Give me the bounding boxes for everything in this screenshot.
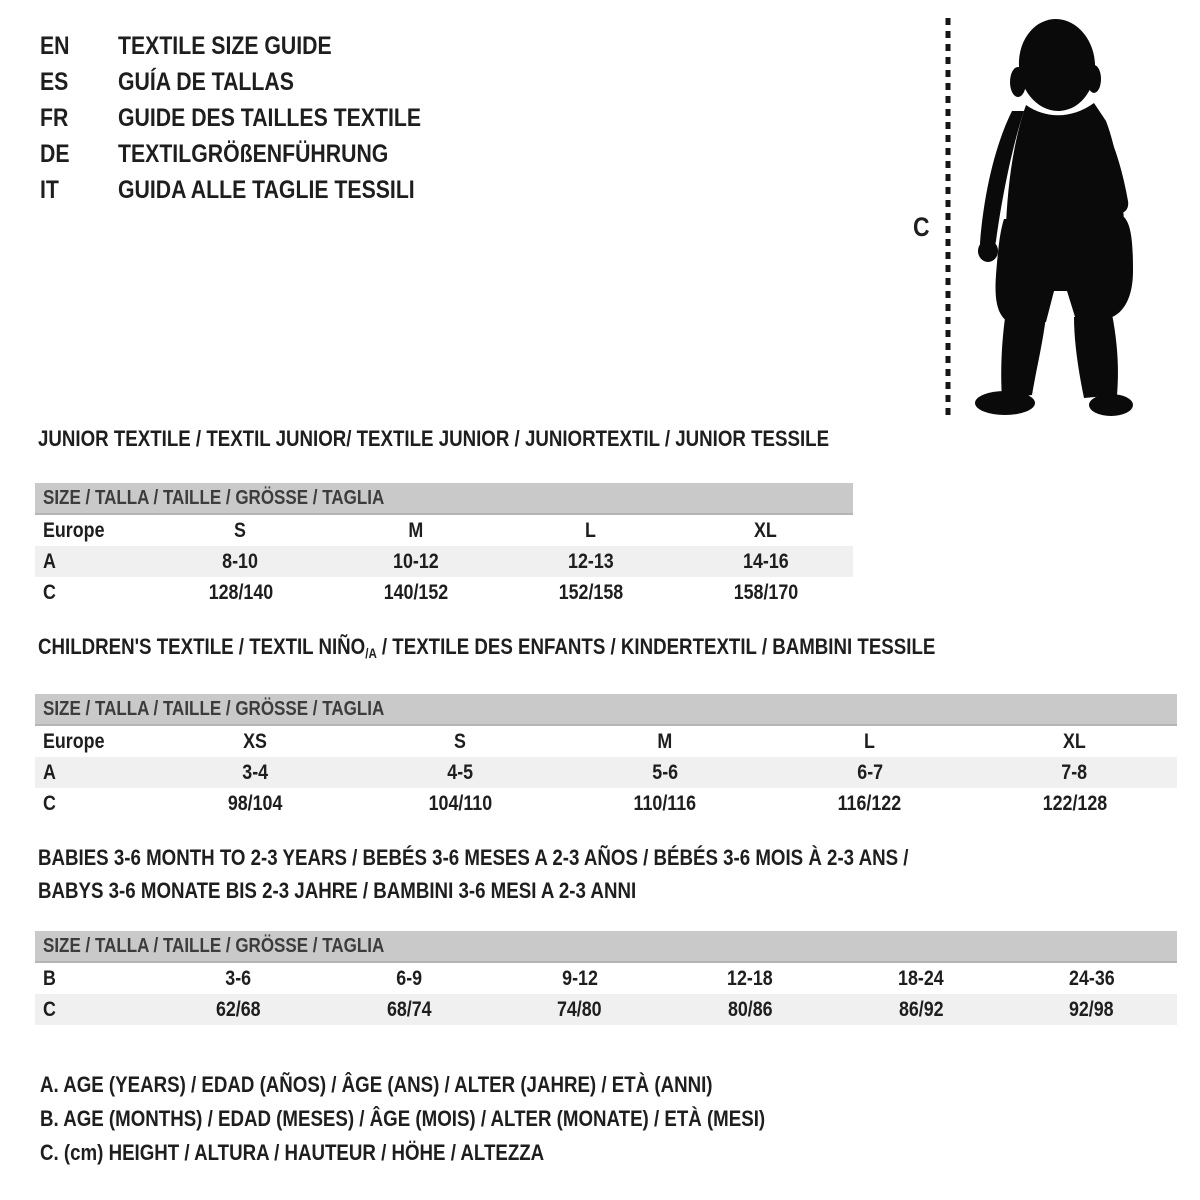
- cell: 14-16: [742, 549, 789, 573]
- babies-size-header-bar: [35, 931, 1177, 963]
- lang-row-de: [40, 136, 475, 172]
- children-table: [35, 694, 1177, 819]
- cell: 6-7: [856, 760, 883, 784]
- table-row: [35, 726, 1177, 757]
- row-label: Europe: [43, 518, 105, 542]
- children-size-header-label: SIZE / TALLA / TAILLE / GRÖSSE / TAGLIA: [43, 697, 385, 720]
- section-childrens-textile: [35, 636, 1177, 819]
- cell: L: [864, 729, 876, 753]
- cell: 116/122: [838, 791, 902, 815]
- cell: 9-12: [561, 966, 598, 990]
- row-label: A: [43, 760, 56, 784]
- height-figure: [905, 12, 1165, 427]
- cell: 3-4: [242, 760, 269, 784]
- lang-row-en: [40, 28, 475, 64]
- cell: 62/68: [215, 997, 261, 1021]
- cell: 3-6: [225, 966, 252, 990]
- lang-code-fr: FR: [40, 103, 69, 132]
- babies-title-line1: BABIES 3-6 MONTH TO 2-3 YEARS / BEBÉS 3-6 MESES A 2-3 AÑOS / BÉBÉS 3-6 MOIS À 2-3 ANS /: [38, 845, 909, 870]
- junior-size-header-label: SIZE / TALLA / TAILLE / GRÖSSE / TAGLIA: [43, 486, 385, 509]
- lang-title-en: TEXTILE SIZE GUIDE: [118, 31, 332, 60]
- cell: M: [408, 518, 423, 542]
- section-junior-textile: [35, 428, 853, 608]
- cell: S: [454, 729, 467, 753]
- cell: 5-6: [652, 760, 678, 784]
- cell: 98/104: [228, 791, 283, 815]
- height-measure-label: C: [913, 212, 930, 242]
- babies-section-title: [38, 841, 1174, 907]
- cell: 86/92: [898, 997, 944, 1021]
- cell: 12-18: [727, 966, 774, 990]
- height-measure-line: [945, 18, 951, 418]
- row-label: C: [43, 580, 56, 604]
- cell: 122/128: [1042, 791, 1107, 815]
- cell: 158/170: [733, 580, 798, 604]
- row-label: C: [43, 997, 56, 1021]
- cell: 128/140: [208, 580, 273, 604]
- lang-row-es: [40, 64, 475, 100]
- row-label: A: [43, 549, 56, 573]
- toddler-silhouette-icon: [972, 19, 1133, 417]
- language-header: [40, 28, 475, 208]
- cell: 92/98: [1069, 997, 1115, 1021]
- children-size-header-bar: [35, 694, 1177, 726]
- children-section-title: CHILDREN'S TEXTILE / TEXTIL NIÑO/A / TEXTILE DES ENFANTS / KINDERTEXTIL / BAMBINI TESSILE: [38, 634, 936, 661]
- row-label: Europe: [43, 729, 105, 753]
- table-row: [35, 515, 853, 546]
- title-subscript: /A: [365, 646, 377, 661]
- table-row: [35, 757, 1177, 788]
- row-label: C: [43, 791, 56, 815]
- table-row: [35, 546, 853, 577]
- table-row: [35, 994, 1177, 1025]
- babies-table: [35, 931, 1177, 1025]
- lang-title-it: GUIDA ALLE TAGLIE TESSILI: [118, 175, 415, 204]
- junior-table: [35, 483, 853, 608]
- cell: 4-5: [447, 760, 474, 784]
- cell: 24-36: [1068, 966, 1115, 990]
- lang-code-es: ES: [40, 67, 69, 96]
- legend-line-c: C. (cm) HEIGHT / ALTURA / HAUTEUR / HÖHE / ALTEZZA: [40, 1140, 545, 1165]
- cell: 104/110: [428, 791, 492, 815]
- cell: 68/74: [386, 997, 432, 1021]
- cell: XL: [754, 518, 777, 542]
- lang-row-fr: [40, 100, 475, 136]
- section-babies-textile: [35, 841, 1177, 1025]
- cell: 80/86: [728, 997, 773, 1021]
- cell: 6-9: [396, 966, 422, 990]
- legend-line-a: A. AGE (YEARS) / EDAD (AÑOS) / ÂGE (ANS) / ALTER (JAHRE) / ETÀ (ANNI): [40, 1072, 713, 1097]
- junior-size-header-bar: [35, 483, 853, 515]
- cell: 7-8: [1061, 760, 1088, 784]
- lang-title-de: TEXTILGRÖßENFÜHRUNG: [118, 139, 389, 168]
- lang-code-en: EN: [40, 31, 70, 60]
- lang-code-de: DE: [40, 139, 70, 168]
- cell: 110/116: [633, 791, 697, 815]
- lang-code-it: IT: [40, 175, 59, 204]
- table-row: [35, 963, 1177, 994]
- cell: 8-10: [222, 549, 259, 573]
- cell: 140/152: [383, 580, 448, 604]
- cell: 18-24: [898, 966, 944, 990]
- legend-line-b: B. AGE (MONTHS) / EDAD (MESES) / ÂGE (MOIS) / ALTER (MONATE) / ETÀ (MESI): [40, 1106, 766, 1131]
- cell: XS: [243, 729, 268, 753]
- babies-size-header-label: SIZE / TALLA / TAILLE / GRÖSSE / TAGLIA: [43, 934, 385, 957]
- row-label: B: [43, 966, 56, 990]
- cell: S: [234, 518, 247, 542]
- cell: 74/80: [557, 997, 603, 1021]
- cell: 152/158: [558, 580, 623, 604]
- table-row: [35, 788, 1177, 819]
- cell: 12-13: [567, 549, 614, 573]
- cell: M: [657, 729, 673, 753]
- babies-title-line2: BABYS 3-6 MONATE BIS 2-3 JAHRE / BAMBINI 3-6 MESI A 2-3 ANNI: [38, 878, 637, 903]
- lang-title-fr: GUIDE DES TAILLES TEXTILE: [118, 103, 422, 132]
- cell: XL: [1063, 729, 1086, 753]
- table-row: [35, 577, 853, 608]
- cell: 10-12: [392, 549, 439, 573]
- lang-title-es: GUÍA DE TALLAS: [118, 67, 294, 96]
- lang-row-it: [40, 172, 475, 208]
- cell: L: [585, 518, 596, 542]
- junior-section-title: JUNIOR TEXTILE / TEXTIL JUNIOR/ TEXTILE JUNIOR / JUNIORTEXTIL / JUNIOR TESSILE: [38, 426, 830, 451]
- measurement-legend: [40, 1068, 893, 1170]
